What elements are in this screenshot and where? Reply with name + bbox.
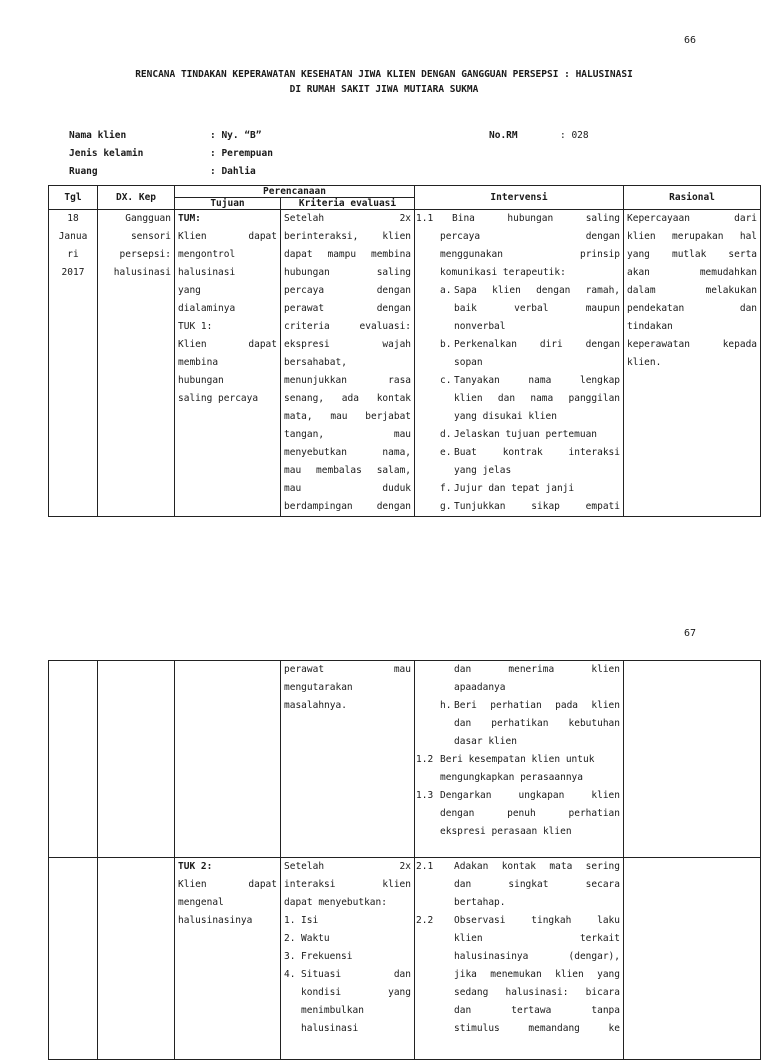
intervensi-line: sedang halusinasi: bicara (454, 987, 620, 998)
subitem-text (454, 372, 620, 426)
intervensi-line: mengungkapkan perasaannya (440, 772, 583, 783)
kriteria-line: bersahabat, (284, 357, 347, 368)
subitem-line: dan perhatikan kebutuhan (454, 718, 620, 729)
kriteria-item-line: Situasi dan (301, 969, 411, 980)
intervensi-cont (416, 228, 620, 282)
tujuan-line: yang (178, 285, 201, 296)
kriteria-line: senang, ada kontak (284, 393, 412, 404)
tgl-line: Janua (58, 231, 88, 242)
subitem-line: Beri perhatian pada klien (454, 700, 620, 711)
kriteria-item-text (301, 948, 411, 966)
ward-value: : Dahlia (210, 166, 256, 177)
intervensi-subitem (416, 372, 620, 426)
intervensi-line: dan menerima klien (454, 664, 620, 675)
header-rasional: Rasional (624, 186, 761, 210)
cell-tujuan (175, 661, 281, 858)
kriteria-line: dapat menyebutkan: (284, 897, 387, 908)
cell-intervensi (415, 661, 624, 858)
subitem-mark: c. (440, 375, 452, 386)
cell-rasional (624, 858, 761, 1060)
subitem-line: dasar klien (454, 736, 517, 747)
ward-label: Ruang (69, 166, 98, 177)
intervensi-number: 1.1 (416, 213, 434, 224)
subitem-text (454, 498, 620, 516)
intervensi-subitem (416, 498, 620, 516)
kriteria-line: tangan, mau (284, 429, 412, 440)
dx-line: sensori (130, 231, 171, 242)
intervensi-line: dengan penuh perhatian (440, 808, 620, 819)
header-kriteria: Kriteria evaluasi (281, 198, 415, 210)
rasional-line: yang mutlak serta (627, 249, 758, 260)
intervensi-item-2-2 (416, 912, 620, 1038)
kriteria-item (284, 912, 411, 930)
intervensi-line: stimulus memandang ke (454, 1023, 620, 1034)
kriteria-line: ekspresi wajah (284, 339, 412, 350)
rasional-line: dalam melakukan (627, 285, 758, 296)
rasional-line: akan memudahkan (627, 267, 758, 278)
header-tujuan: Tujuan (175, 198, 281, 210)
subitem-line: Jujur dan tepat janji (454, 483, 575, 494)
tujuan-line: Klien dapat (178, 231, 277, 242)
tgl-line: ri (67, 249, 79, 260)
subitem-mark: b. (440, 339, 452, 350)
header-dx-kep: DX. Kep (98, 186, 175, 210)
tujuan-line: halusinasinya (178, 915, 253, 926)
subitem-line: Sapa klien dengan ramah, (454, 285, 621, 296)
intervensi-line: ekspresi perasaan klien (440, 826, 572, 837)
tujuan-line: TUK 2: (178, 861, 213, 872)
kriteria-line: perawat dengan (284, 303, 412, 314)
kriteria-item (284, 948, 411, 966)
cell-tgl (49, 210, 98, 517)
intervensi-line: percaya dengan (440, 231, 621, 242)
intervensi-text (452, 210, 620, 228)
intervensi-number: 1.3 (416, 790, 434, 801)
subitem-mark: d. (440, 429, 452, 440)
dx-line: persepsi: (119, 249, 171, 260)
cell-rasional (624, 210, 761, 517)
gender-value: : Perempuan (210, 148, 273, 159)
subitem-text (454, 426, 620, 444)
tujuan-line: TUM: (178, 213, 201, 224)
intervensi-line: Bina hubungan saling (452, 213, 621, 224)
kriteria-line: berdampingan dengan (284, 501, 412, 512)
kriteria-line: mata, mau berjabat (284, 411, 412, 422)
subitem-mark: h. (440, 700, 452, 711)
kriteria-item-number: 1. (284, 915, 296, 926)
subitem-line: Perkenalkan diri dengan (454, 339, 621, 350)
kriteria-line: hubungan saling (284, 267, 412, 278)
title-line-1: RENCANA TINDAKAN KEPERAWATAN KESEHATAN JIWA KLIEN DENGAN GANGGUAN PERSEPSI : HALUSINASI (135, 69, 633, 80)
care-plan-table-page-2 (48, 660, 761, 1060)
subitem-mark: g. (440, 501, 452, 512)
kriteria-line: Setelah 2x (284, 861, 411, 872)
intervensi-line: komunikasi terapeutik: (440, 267, 566, 278)
cell-tgl (49, 661, 98, 858)
intervensi-item-2-1 (416, 858, 620, 912)
rasional-line: pendekatan dan (627, 303, 758, 314)
intervensi-item-1-2 (416, 751, 620, 787)
subitem-line: Jelaskan tujuan pertemuan (454, 429, 598, 440)
kriteria-line: mau duduk (284, 483, 412, 494)
intervensi-number: 2.1 (416, 861, 434, 872)
kriteria-item-line: Waktu (301, 933, 330, 944)
rasional-line: Kepercayaan dari (627, 213, 758, 224)
cell-tujuan (175, 210, 281, 517)
subitem-mark: e. (440, 447, 452, 458)
tujuan-line: saling percaya (178, 393, 259, 404)
intervensi-item-1-3 (416, 787, 620, 841)
kriteria-item-line: kondisi yang (301, 987, 411, 998)
cell-dx-kep (98, 661, 175, 858)
kriteria-line: interaksi klien (284, 879, 411, 890)
kriteria-item-line: menimbulkan (301, 1005, 364, 1016)
intervensi-item-1-1 (416, 210, 620, 228)
kriteria-item (284, 930, 411, 948)
kriteria-line: dapat mampu membina (284, 249, 412, 260)
intervensi-subitem (416, 426, 620, 444)
kriteria-item-text (301, 930, 411, 948)
intervensi-cont (416, 661, 620, 697)
intervensi-line: menggunakan prinsip (440, 249, 621, 260)
header-tgl: Tgl (49, 186, 98, 210)
intervensi-text (440, 751, 620, 787)
title-line-2: DI RUMAH SAKIT JIWA MUTIARA SUKMA (289, 84, 479, 95)
kriteria-item-line: Isi (301, 915, 319, 926)
cell-rasional (624, 661, 761, 858)
subitem-text (454, 444, 620, 480)
kriteria-item-text (301, 966, 411, 1038)
tgl-line: 2017 (61, 267, 85, 278)
subitem-line: yang jelas (454, 465, 512, 476)
intervensi-line: jika menemukan klien yang (454, 969, 620, 980)
cell-tgl (49, 858, 98, 1060)
subitem-text (454, 480, 620, 498)
medical-record-value: : 028 (560, 130, 589, 141)
subitem-line: baik verbal maupun (454, 303, 621, 314)
document-title (0, 67, 768, 97)
cell-kriteria (281, 858, 415, 1060)
intervensi-number: 1.2 (416, 754, 434, 765)
intervensi-line: Observasi tingkah laku (454, 915, 620, 926)
intervensi-line: apaadanya (454, 682, 506, 693)
rasional-line: klien. (627, 357, 662, 368)
tujuan-line: dialaminya (178, 303, 236, 314)
cell-dx-kep (98, 858, 175, 1060)
medical-record-label: No.RM (489, 130, 518, 141)
tujuan-line: Klien dapat (178, 339, 277, 350)
tujuan-line: mengenal (178, 897, 224, 908)
kriteria-line: menyebutkan nama, (284, 447, 412, 458)
intervensi-subitem (416, 697, 620, 751)
rasional-line: tindakan (627, 321, 673, 332)
tgl-line: 18 (67, 213, 79, 224)
tujuan-line: hubungan (178, 375, 224, 386)
intervensi-line: bertahap. (454, 897, 506, 908)
tujuan-line: Klien dapat (178, 879, 277, 890)
kriteria-line: Setelah 2x (284, 213, 412, 224)
subitem-line: Tanyakan nama lengkap (454, 375, 621, 386)
kriteria-item-number: 2. (284, 933, 296, 944)
tujuan-line: halusinasi (178, 267, 236, 278)
subitem-mark: f. (440, 483, 452, 494)
kriteria-line: perawat mau (284, 664, 411, 675)
subitem-mark: a. (440, 285, 452, 296)
subitem-line: yang disukai klien (454, 411, 557, 422)
intervensi-line: klien terkait (454, 933, 620, 944)
kriteria-item (284, 966, 411, 1038)
cell-kriteria (281, 661, 415, 858)
page-number: 67 (684, 628, 697, 639)
kriteria-line: berinteraksi, klien (284, 231, 412, 242)
care-plan-table-page-1 (48, 185, 761, 517)
rasional-line: klien merupakan hal (627, 231, 758, 242)
subitem-text (454, 336, 620, 372)
intervensi-subitem (416, 480, 620, 498)
cell-tujuan (175, 858, 281, 1060)
kriteria-item-text (301, 912, 411, 930)
intervensi-text (440, 787, 620, 841)
subitem-line: sopan (454, 357, 483, 368)
intervensi-number: 2.2 (416, 915, 434, 926)
kriteria-line: menunjukkan rasa (284, 375, 412, 386)
kriteria-line: mau membalas salam, (284, 465, 412, 476)
kriteria-line: percaya dengan (284, 285, 412, 296)
intervensi-line: Dengarkan ungkapan klien (440, 790, 620, 801)
kriteria-item-number: 3. (284, 951, 296, 962)
dx-line: Gangguan (125, 213, 171, 224)
subitem-line: nonverbal (454, 321, 506, 332)
subitem-line: Buat kontrak interaksi (454, 447, 621, 458)
page-number: 66 (684, 35, 697, 46)
gender-label: Jenis kelamin (69, 148, 144, 159)
kriteria-item-line: halusinasi (301, 1023, 359, 1034)
intervensi-text (454, 912, 620, 1038)
rasional-line: keperawatan kepada (627, 339, 758, 350)
intervensi-subitem (416, 336, 620, 372)
intervensi-line: dan tertawa tanpa (454, 1005, 620, 1016)
tujuan-line: mengontrol (178, 249, 236, 260)
cell-dx-kep (98, 210, 175, 517)
intervensi-line: dan singkat secara (454, 879, 620, 890)
subitem-text (454, 282, 620, 336)
cell-kriteria (281, 210, 415, 517)
intervensi-line: Beri kesempatan klien untuk (440, 754, 595, 765)
kriteria-line: mengutarakan (284, 682, 353, 693)
cell-intervensi (415, 210, 624, 517)
intervensi-subitem (416, 444, 620, 480)
header-intervensi: Intervensi (415, 186, 624, 210)
kriteria-line: masalahnya. (284, 700, 347, 711)
kriteria-item-line: Frekuensi (301, 951, 353, 962)
patient-name-label: Nama klien (69, 130, 127, 141)
subitem-text (454, 697, 620, 751)
subitem-line: Tunjukkan sikap empati (454, 501, 621, 512)
intervensi-line: Adakan kontak mata sering (454, 861, 620, 872)
intervensi-subitem (416, 282, 620, 336)
header-perencanaan: Perencanaan (175, 186, 415, 198)
tujuan-line: TUK 1: (178, 321, 213, 332)
intervensi-line: halusinasinya (dengar), (454, 951, 620, 962)
dx-line: halusinasi (113, 267, 171, 278)
patient-name-value: : Ny. “B” (210, 130, 262, 141)
subitem-line: klien dan nama panggilan (454, 393, 621, 404)
kriteria-line: criteria evaluasi: (284, 321, 412, 332)
kriteria-item-number: 4. (284, 969, 296, 980)
cell-intervensi (415, 858, 624, 1060)
intervensi-text (454, 858, 620, 912)
tujuan-line: membina (178, 357, 219, 368)
